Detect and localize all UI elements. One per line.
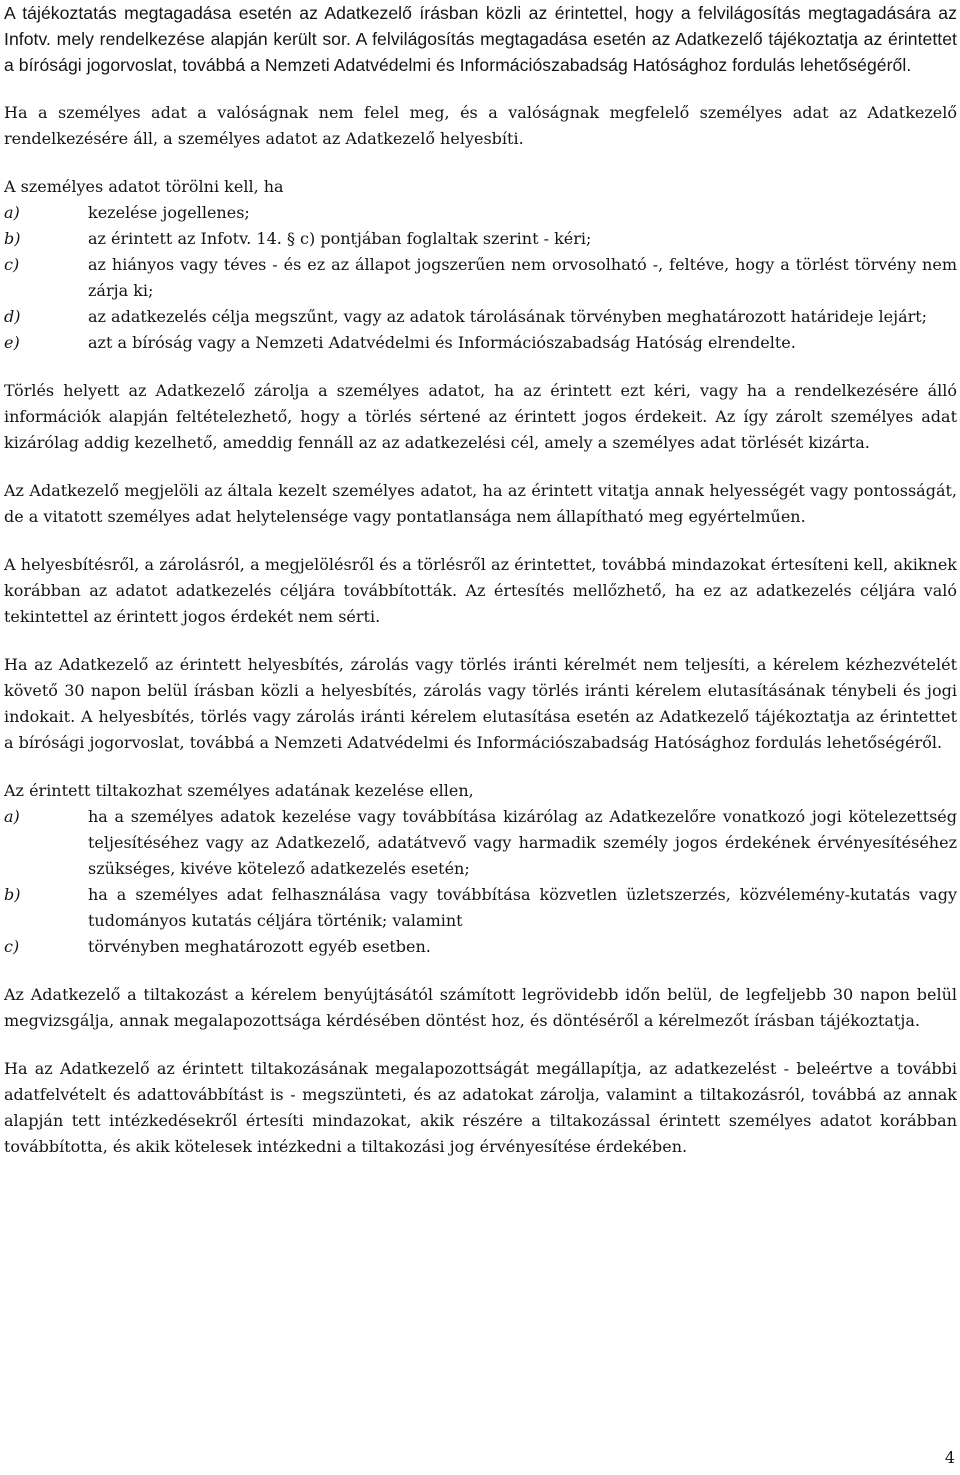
list-item <box>4 200 957 226</box>
list-marker: a) <box>4 807 20 826</box>
paragraph-refusal: A tájékoztatás megtagadása esetén az Adatkezelő írásban közli az érintettel, hogy a felvilágosítás megtagadására az Infotv. mely rendelkezése alapján került sor. A felvilágosítás megtagadása esetén az Adatkezelő tájékoztatja az érintettet a bírósági jogorvoslat, továbbá a Nemzeti Adatvédelmi és Információszabadság Hatósághoz fordulás lehetőségéről. <box>4 3 957 75</box>
paragraph-request-rejection: Ha az Adatkezelő az érintett helyesbítés, zárolás vagy törlés iránti kérelmét nem teljesíti, a kérelem kézhezvételét követő 30 napon belül írásban közli a helyesbítés, zárolás vagy törlés iránti kérelem elutasításának ténybeli és jogi indokait. A helyesbítés, törlés vagy zárolás iránti kérelem elutasítása esetén az Adatkezelő tájékoztatja az érintettet a bírósági jogorvoslat, továbbá a Nemzeti Adatvédelmi és Információszabadság Hatósághoz fordulás lehetőségéről. <box>4 655 957 752</box>
list-item-text: az hiányos vagy téves - és ez az állapot jogszerűen nem orvosolható -, feltéve, hogy a törlést törvény nem zárja ki; <box>88 255 957 300</box>
list-item-text: törvényben meghatározott egyéb esetben. <box>88 937 431 956</box>
paragraph-objection-intro: Az érintett tiltakozhat személyes adatának kezelése ellen, <box>4 781 474 800</box>
list-marker: e) <box>4 333 20 352</box>
deletion-conditions-list <box>4 200 957 356</box>
list-item-text: ha a személyes adatok kezelése vagy továbbítása kizárólag az Adatkezelőre vonatkozó jogi kötelezettség teljesítéséhez vagy az Adatkezelő, adatátvevő vagy harmadik személy jogos érdekének érvényesítéséhez szükséges, kivéve kötelező adatkezelés esetén; <box>88 807 957 878</box>
list-marker: c) <box>4 937 20 956</box>
paragraph-rectification: Ha a személyes adat a valóságnak nem felel meg, és a valóságnak megfelelő személyes adat az Adatkezelő rendelkezésére áll, a személyes adatot az Adatkezelő helyesbíti. <box>4 103 957 148</box>
list-marker: a) <box>4 203 20 222</box>
list-item <box>4 804 957 882</box>
list-item <box>4 252 957 304</box>
list-marker: d) <box>4 307 21 326</box>
list-item <box>4 330 957 356</box>
list-item-text: ha a személyes adat felhasználása vagy továbbítása közvetlen üzletszerzés, közvélemény-kutatás vagy tudományos kutatás céljára történik; valamint <box>88 885 957 930</box>
list-item <box>4 882 957 934</box>
list-marker: b) <box>4 229 21 248</box>
list-item <box>4 934 957 960</box>
paragraph-marking: Az Adatkezelő megjelöli az általa kezelt személyes adatot, ha az érintett vitatja annak helyességét vagy pontosságát, de a vitatott személyes adat helytelensége vagy pontatlansága nem állapítható meg egyértelműen. <box>4 481 957 526</box>
objection-conditions-list <box>4 804 957 960</box>
list-item-text: az érintett az Infotv. 14. § c) pontjában foglaltak szerint - kéri; <box>88 229 592 248</box>
list-item-text: kezelése jogellenes; <box>88 203 250 222</box>
paragraph-blocking: Törlés helyett az Adatkezelő zárolja a személyes adatot, ha az érintett ezt kéri, vagy ha a rendelkezésére álló információk alapján feltételezhető, hogy a törlés sértené az érintett jogos érdekeit. Az így zárolt személyes adat kizárólag addig kezelhető, ameddig fennáll az az adatkezelési cél, amely a személyes adat törlését kizárta. <box>4 381 957 452</box>
document-page <box>4 0 957 1160</box>
list-item <box>4 226 957 252</box>
list-item-text: azt a bíróság vagy a Nemzeti Adatvédelmi és Információszabadság Hatóság elrendelte. <box>88 333 796 352</box>
list-item-text: az adatkezelés célja megszűnt, vagy az adatok tárolásának törvényben meghatározott határideje lejárt; <box>88 307 928 326</box>
paragraph-deletion-intro: A személyes adatot törölni kell, ha <box>4 177 284 196</box>
list-marker: c) <box>4 255 20 274</box>
paragraph-objection-outcome: Ha az Adatkezelő az érintett tiltakozásának megalapozottságát megállapítja, az adatkezelést - beleértve a további adatfelvételt és adattovábbítást is - megszünteti, és az adatokat zárolja, valamint a tiltakozásról, továbbá az annak alapján tett intézkedésekről értesíti mindazokat, akik részére a tiltakozással érintett személyes adatot korábban továbbította, és akik kötelesek intézkedni a tiltakozási jog érvényesítése érdekében. <box>4 1059 957 1156</box>
paragraph-notification: A helyesbítésről, a zárolásról, a megjelölésről és a törlésről az érintettet, továbbá mindazokat értesíteni kell, akiknek korábban az adatot adatkezelés céljára továbbították. Az értesítés mellőzhető, ha ez az adatkezelés céljára való tekintettel az érintett jogos érdekét nem sérti. <box>4 555 957 626</box>
list-marker: b) <box>4 885 21 904</box>
page-number: 4 <box>944 1448 955 1467</box>
list-item <box>4 304 957 330</box>
paragraph-objection-review: Az Adatkezelő a tiltakozást a kérelem benyújtásától számított legrövidebb időn belül, de legfeljebb 30 napon belül megvizsgálja, annak megalapozottsága kérdésében döntést hoz, és döntéséről a kérelmezőt írásban tájékoztatja. <box>4 985 957 1030</box>
